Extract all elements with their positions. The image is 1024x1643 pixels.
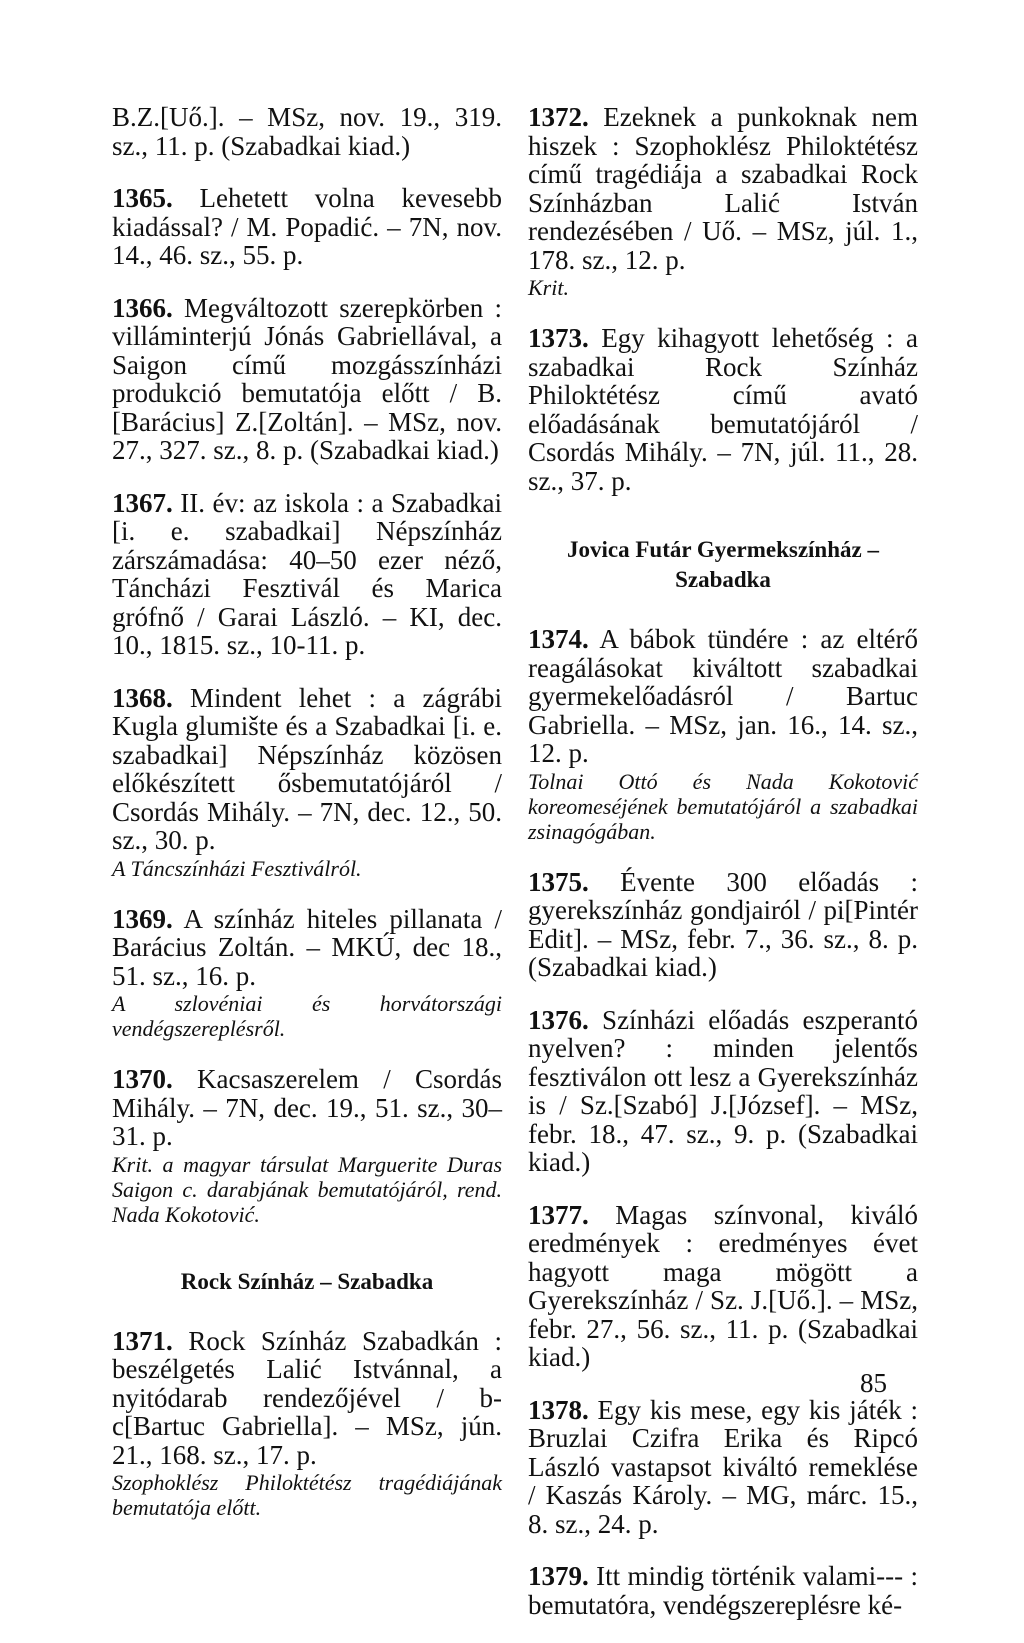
bibliography-entry [528,1562,918,1619]
entry-number: 1365. [112,183,173,213]
entry-text: Mindent lehet : a zágrábi Kugla glumište és a Szabadkai [i. e. szabadkai] Népszínház közösen előkészített ősbemutatójáról / Csordás Mihály. – 7N, dec. 12., 50. sz., 30. p. [112,682,503,855]
entry-text: II. év: az iskola : a Szabadkai [i. e. szabadkai] Népszínház zárszámadása: 40–50 ezer néző, Táncházi Fesztivál és Marica grófnő / Garai László. – KI, dec. 10., 1815. sz., 10-11. p. [112,487,503,660]
entry-text: B.Z.[Uő.]. – MSz, nov. 19., 319. sz., 11. p. (Szabadkai kiad.) [112,102,502,161]
bibliography-entry [528,103,918,300]
entry-number: 1372. [528,102,589,132]
right-entries-after [528,625,918,1619]
bibliography-entry [112,1065,502,1227]
entry-text: Évente 300 előadás : gyerekszínház gondjairól / pi[Pintér Edit]. – MSz, febr. 7., 36. sz., 8. p. (Szabadkai kiad.) [528,866,918,982]
bibliography-entry [528,625,918,844]
left-entries [112,103,502,1227]
bibliography-entry [112,294,502,465]
entry-number: 1374. [528,624,589,654]
entry-number: 1378. [528,1394,589,1425]
entry-number: 1375. [528,866,589,897]
entry-number: 1366. [112,292,173,323]
entry-text: Egy kihagyott lehetőség : a szabadkai Rock Színház Philoktétész című avató előadásának bemutatójáról / Csordás Mihály. – 7N, júl. 11., 28. sz., 37. p. [528,323,918,496]
right-entries [528,103,918,495]
section-heading-jovica: Jovica Futár Gyermekszínház – Szabadka [567,537,879,592]
bibliography-entry [528,868,918,982]
entry-number: 1369. [112,903,173,934]
entry-text: Kacsaszerelem / Csordás Mihály. – 7N, dec. 19., 51. sz., 30–31. p. [112,1064,502,1151]
bibliography-entry [112,905,502,1042]
entry-text: A bábok tündére : az eltérő reagálásokat kiváltott szabadkai gyermekelőadásról / Bartuc Gabriella. – MSz, jan. 16., 14. sz., 12. p. [528,624,918,768]
entry-number: 1373. [528,323,589,353]
bibliography-entry [112,1327,502,1521]
left-entries-after [112,1327,502,1521]
right-column [528,103,918,1643]
entry-note: Tolnai Ottó és Nada Kokotović koreomeséjének bemutatójáról a szabadkai zsinagógában. [528,768,918,844]
bibliography-entry [112,684,502,881]
entry-note: A Táncszínházi Fesztiválról. [112,855,362,881]
entry-number: 1379. [528,1561,589,1591]
entry-text: A színház hiteles pillanata / Barácius Zoltán. – MKÚ, dec 18., 51. sz., 16. p. [112,903,502,991]
bibliography-entry [112,103,502,160]
entry-text: Színházi előadás eszperantó nyelven? : minden jelentős fesztiválon ott lesz a Gyerekszínház is / Sz.[Szabó] J.[József]. – MSz, febr. 18., 47. sz., 9. p. (Szabadkai kiad.) [528,1004,918,1177]
entry-text: Egy kis mese, egy kis játék : Bruzlai Czifra Erika és Ripcó László vastapsot kiváltó remeklése / Kaszás Károly. – MG, márc. 15., 8. sz., 24. p. [528,1394,918,1539]
bibliography-entry [112,184,502,270]
entry-text: Magas színvonal, kiváló eredmények : eredményes évet hagyott maga mögött a Gyerekszínház / Sz. J.[Uő.]. – MSz, febr. 27., 56. sz., 11. p. (Szabadkai kiad.) [528,1199,918,1372]
bibliography-entry [528,1396,918,1539]
entry-number: 1377. [528,1199,589,1230]
entry-text: Ezeknek a punkoknak nem hiszek : Szophoklész Philoktétész című tragédiája a szabadkai Rock Színházban Lalić István rendezésében / Uő. – MSz, júl. 1., 178. sz., 12. p. [528,102,918,275]
bibliography-entry [528,1006,918,1177]
entry-number: 1370. [112,1064,173,1094]
entry-number: 1376. [528,1004,589,1035]
entry-note: Krit. a magyar társulat Marguerite Duras Saigon c. darabjának bemutatójáról, rend. Nada Kokotović. [112,1151,502,1227]
entry-number: 1371. [112,1325,173,1356]
entry-number: 1368. [112,682,173,713]
entry-text: Lehetett volna kevesebb kiadással? / M. Popadić. – 7N, nov. 14., 46. sz., 55. p. [112,183,502,270]
entry-note: Krit. [528,275,569,300]
page-number: 85 [860,1368,887,1398]
entry-text: Megváltozott szerepkörben : villáminterjú Jónás Gabriellával, a Saigon című mozgásszínházi produkció bemutatója előtt / B.[Barácius] Z.[Zoltán]. – MSz, nov. 27., 327. sz., 8. p. (Szabadkai kiad.) [112,292,502,465]
bibliography-entry [112,489,502,660]
entry-note: A szlovéniai és horvátországi vendégszereplésről. [112,991,502,1041]
left-column [112,103,502,1544]
section-heading-rock: Rock Színház – Szabadka [180,1268,434,1294]
entry-number: 1367. [112,487,173,518]
entry-text: Rock Színház Szabadkán : beszélgetés Lalić Istvánnal, a nyitódarab rendezőjével / b-c[Bartuc Gabriella]. – MSz, jún. 21., 168. sz., 17. p. [112,1325,503,1470]
entry-text: Itt mindig történik valami--- : bemutatóra, vendégszereplésre ké- [528,1561,919,1620]
bibliography-entry [528,324,918,495]
bibliography-entry [528,1201,918,1372]
entry-note: Szophoklész Philoktétész tragédiájának bemutatója előtt. [112,1470,502,1520]
